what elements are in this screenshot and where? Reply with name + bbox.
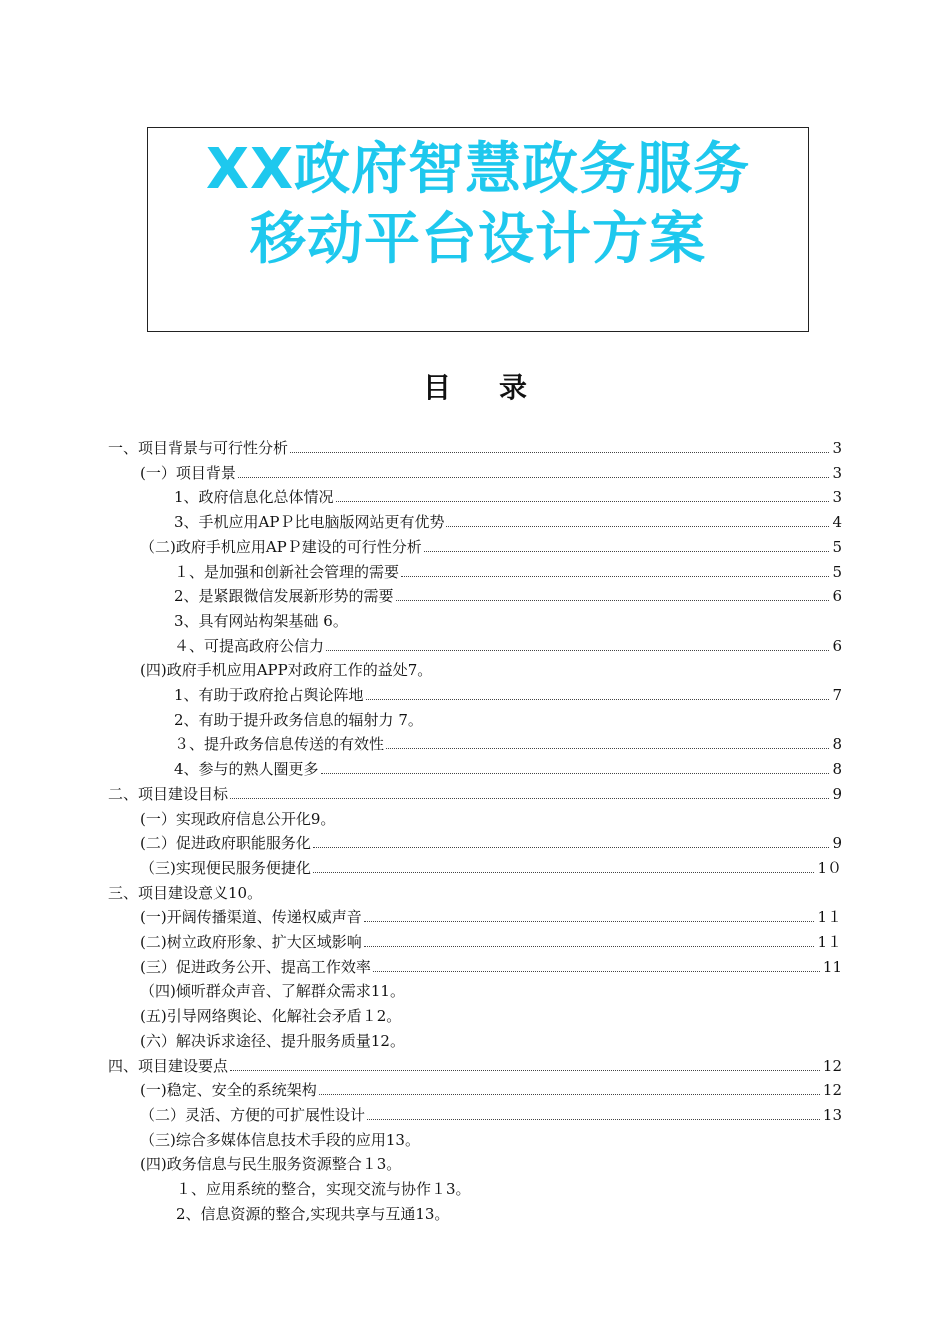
document-title-line-1: XX政府智慧政务服务 [205,137,751,202]
toc-entry-title: (五)引导网络舆论、化解社会矛盾１2。 [140,1007,402,1026]
toc-entry-title: (二）促进政府职能服务化 [140,834,311,853]
toc-entry-title: (一)稳定、安全的系统架构 [140,1081,317,1100]
toc-entry-title: (四)政府手机应用APP对政府工作的益处7。 [140,661,433,680]
toc-entry-title: 3、具有网站构架基础 6。 [174,611,348,630]
toc-dot-leader [321,773,830,774]
toc-entry[interactable] [140,979,405,1003]
toc-entry-title: （三)综合多媒体信息技术手段的应用13。 [140,1130,420,1149]
toc-entry-title: 一、项目背景与可行性分析 [108,439,289,457]
toc-dot-leader [396,600,830,601]
document-title-line-2: 移动平台设计方案 [250,207,706,272]
toc-entry-title: １、应用系统的整合，实现交流与协作１3。 [176,1180,471,1198]
toc-entry-title: 四、项目建设要点 [108,1056,229,1075]
toc-dot-leader [386,748,829,749]
toc-dot-leader [319,1094,820,1095]
toc-page-number: 3 [832,439,842,457]
toc-entry[interactable] [140,831,842,855]
toc-entry[interactable] [140,807,335,831]
toc-entry[interactable] [108,782,842,806]
toc-entry[interactable] [174,732,842,756]
toc-entry[interactable] [140,658,432,682]
toc-page-number: 1１ [817,908,842,927]
toc-page-number: 4 [832,513,842,532]
toc-entry[interactable] [174,510,842,534]
toc-dot-leader [290,452,829,453]
toc-dot-leader [373,971,820,972]
toc-entry[interactable] [108,1054,842,1078]
toc-page-number: 12 [822,1056,842,1075]
toc-dot-leader [364,946,815,947]
toc-dot-leader [230,798,829,799]
toc-entry-title: 2、是紧跟微信发展新形势的需要 [174,587,394,606]
toc-entry-title: 二、项目建设目标 [108,784,229,803]
toc-page-number: 7 [832,686,842,704]
toc-entry-title: （三)实现便民服务便捷化 [140,858,311,877]
toc-entry[interactable] [108,881,262,905]
toc-entry[interactable] [140,955,842,979]
toc-dot-leader [367,1119,820,1120]
toc-entry[interactable] [176,1177,471,1201]
toc-page-number: 13 [822,1105,842,1124]
toc-entry-title: 三、项目建设意义10。 [108,883,263,902]
toc-page-number: 6 [832,636,842,655]
toc-dot-leader [313,847,830,848]
toc-dot-leader [424,551,830,552]
toc-entry-title: 1、有助于政府抢占舆论阵地 [174,686,364,704]
toc-dot-leader [446,526,829,527]
toc-page-number: 1１ [817,933,842,951]
toc-entry[interactable] [140,1128,420,1152]
toc-entry-title: (一)开阔传播渠道、传递权威声音 [140,908,362,927]
toc-page-number: 11 [822,957,842,976]
toc-entry[interactable] [174,708,423,732]
toc-entry[interactable] [176,1202,449,1226]
toc-entry[interactable] [174,485,842,509]
toc-entry[interactable] [140,930,842,954]
toc-entry[interactable] [174,757,842,781]
toc-page-number: 8 [832,760,842,779]
toc-dot-leader [238,477,830,478]
toc-entry[interactable] [140,1152,401,1176]
toc-entry[interactable] [140,1004,401,1028]
toc-entry[interactable] [174,560,842,584]
toc-entry-title: (六）解决诉求途径、提升服务质量12。 [140,1031,405,1050]
toc-entry[interactable] [140,856,842,880]
toc-entry-title: (一）项目背景 [140,463,236,482]
toc-entry-title: ４、可提高政府公信力 [174,636,325,655]
toc-entry-title: 2、有助于提升政务信息的辐射力 7。 [174,710,423,729]
toc-dot-leader [401,576,829,577]
toc-entry[interactable] [140,535,842,559]
toc-entry-title: (一）实现政府信息公开化9。 [140,809,336,828]
toc-dot-leader [326,650,829,651]
toc-entry-title: （二)政府手机应用APＰ建设的可行性分析 [140,537,422,556]
toc-page-number: 12 [822,1081,842,1100]
toc-page-number: 6 [832,587,842,606]
toc-page-number: 5 [832,562,842,581]
toc-entry-title: 2、信息资源的整合,实现共享与互通13。 [176,1204,450,1223]
toc-entry-title: １、是加强和创新社会管理的需要 [174,562,400,581]
toc-entry[interactable] [174,683,842,707]
toc-entry-title: ３、提升政务信息传送的有效性 [174,735,385,754]
toc-dot-leader [313,872,815,873]
document-title-box [147,127,809,332]
toc-heading: 目录 [422,371,575,404]
toc-dot-leader [230,1070,820,1071]
toc-entry-title: 4、参与的熟人圈更多 [174,760,319,779]
toc-entry[interactable] [140,1078,842,1102]
toc-entry[interactable] [174,609,348,633]
toc-entry-title: (三）促进政务公开、提高工作效率 [140,957,371,976]
toc-page-number: 9 [832,784,842,803]
toc-page-number: 5 [832,537,842,556]
toc-entry-title: 1、政府信息化总体情况 [174,488,334,507]
toc-dot-leader [336,501,830,502]
toc-dot-leader [366,699,830,700]
toc-page-number: 8 [832,735,842,754]
toc-page-number: 3 [832,463,842,482]
toc-entry[interactable] [108,436,842,460]
toc-page-number: 1０ [817,858,842,877]
toc-entry[interactable] [140,1029,405,1053]
toc-page-number: 3 [832,488,842,507]
toc-entry[interactable] [140,461,842,485]
toc-dot-leader [364,921,815,922]
toc-entry-title: (二)树立政府形象、扩大区域影响 [140,933,362,951]
toc-entry[interactable] [140,905,842,929]
toc-entry[interactable] [174,584,842,608]
toc-entry[interactable] [140,1103,842,1127]
toc-entry[interactable] [174,634,842,658]
toc-entry-title: 3、手机应用APＰ比电脑版网站更有优势 [174,513,445,532]
toc-entry-title: （二）灵活、方便的可扩展性设计 [140,1105,366,1124]
toc-entry-title: （四)倾听群众声音、了解群众需求11。 [140,982,405,1001]
toc-entry-title: (四)政务信息与民生服务资源整合１3。 [140,1155,402,1174]
toc-page-number: 9 [832,834,842,853]
